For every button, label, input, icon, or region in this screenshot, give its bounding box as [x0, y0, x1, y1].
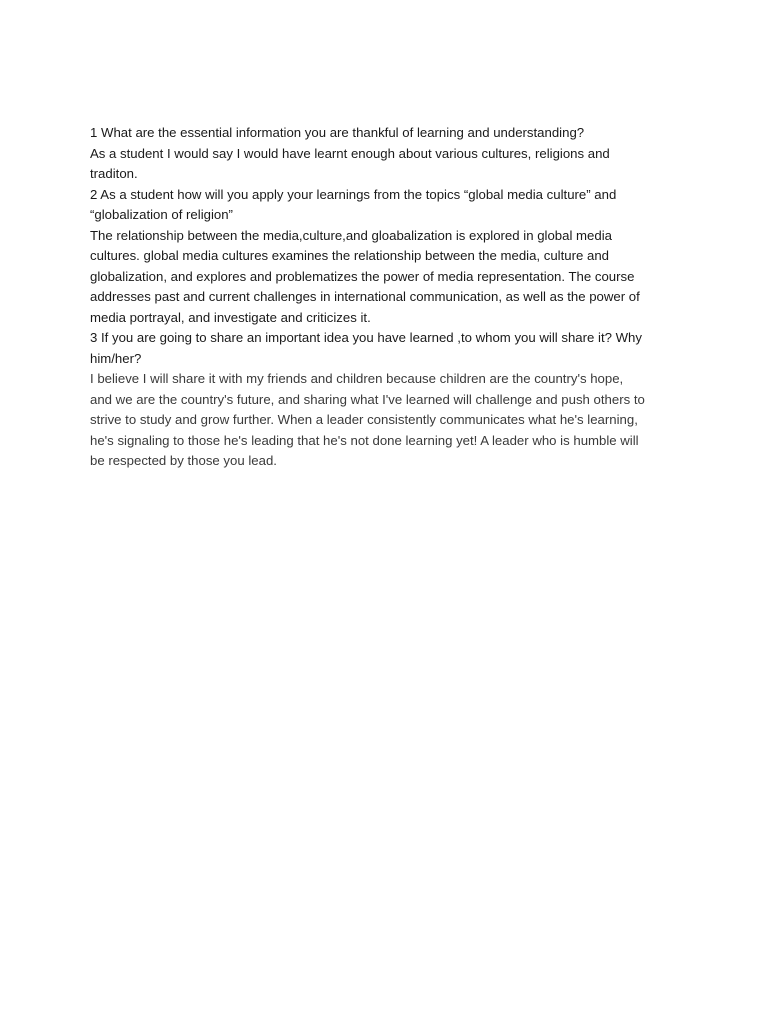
answer-1: As a student I would say I would have learnt enough about various cultures, religions and traditon. — [90, 145, 610, 181]
question-3: 3 If you are going to share an important idea you have learned ,to whom you will share it? Why him/her? — [90, 330, 642, 366]
document-body — [90, 123, 690, 472]
answer-3: I believe I will share it with my friends and children because children are the country's hope, and we are the country's future, and sharing what I've learned will challenge and push others to strive to study and grow further. When a leader consistently communicates what he's learning, he's signaling to those he's leading that he's not done learning yet! A leader who is humble will be respected by those you lead. — [90, 371, 645, 468]
question-2: 2 As a student how will you apply your learnings from the topics “global media culture” and “globalization of religion” — [90, 186, 617, 222]
question-1: 1 What are the essential information you are thankful of learning and understanding? — [90, 125, 585, 140]
answer-2: The relationship between the media,culture,and gloabalization is explored in global media cultures. global media cultures examines the relationship between the media, culture and globalization, and explores and problematizes the power of media representation. The course addresses past and current challenges in international communication, as well as the power of media portrayal, and investigate and criticizes it. — [90, 227, 640, 325]
